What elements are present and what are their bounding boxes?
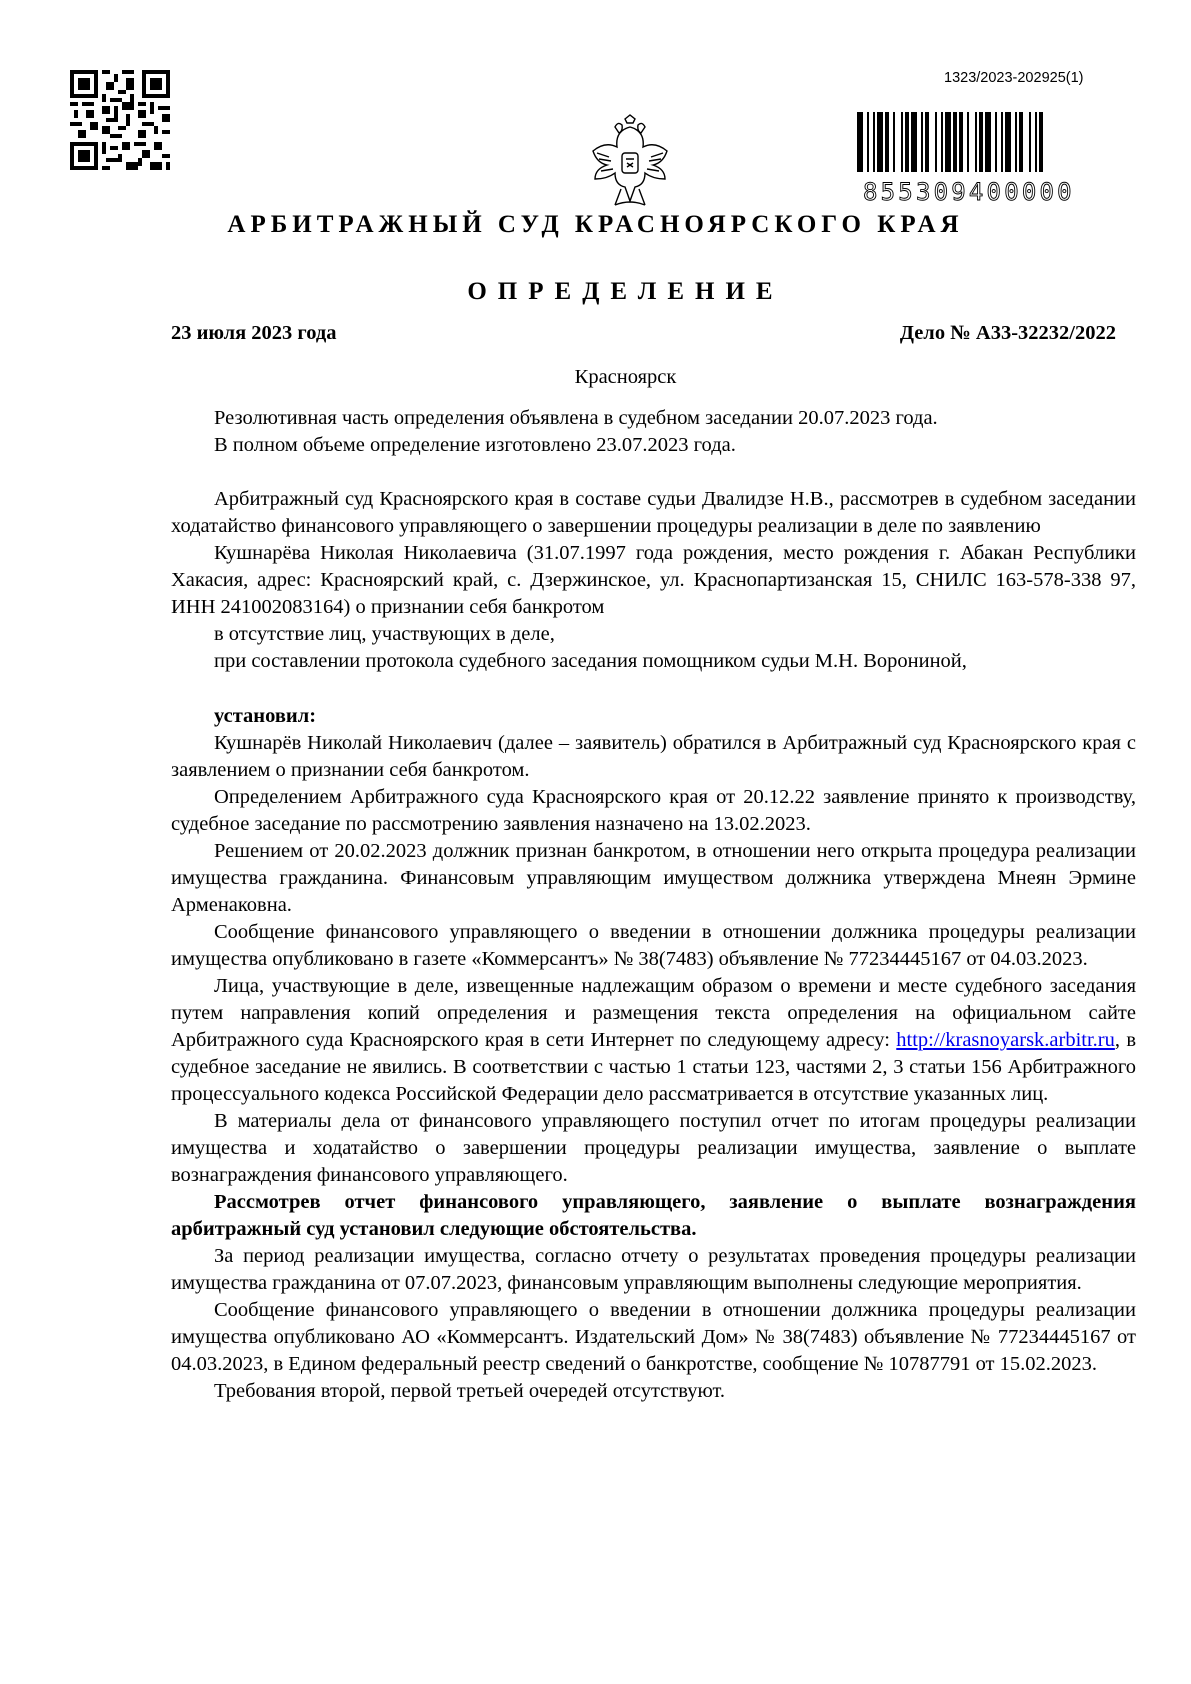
document-body xyxy=(171,405,1136,1405)
paragraph-decision: Решением от 20.02.2023 должник признан банкротом, в отношении него открыта процедура реализации имущества гражданина. Финансовым управляющим имуществом должника утверждена Мнеян Эрмине Арменаковна. xyxy=(171,840,1136,916)
paragraph-full-text-date: В полном объеме определение изготовлено 23.07.2023 года. xyxy=(214,434,736,456)
paragraph-publication: Сообщение финансового управляющего о введении в отношении должника процедуры реализации имущества опубликовано в газете «Коммерсантъ» № 38(7483) объявление № 77234445167 от 04.03.2023. xyxy=(171,921,1136,970)
paragraph-acceptance: Определением Арбитражного суда Красноярского края от 20.12.22 заявление принято к производству, судебное заседание по рассмотрению заявления назначено на 13.02.2023. xyxy=(171,786,1136,835)
barcode-icon xyxy=(855,112,1113,204)
document-number: 1323/2023-202925(1) xyxy=(944,70,1084,86)
court-website-link[interactable]: http://krasnoyarsk.arbitr.ru xyxy=(896,1029,1115,1051)
paragraph-claims: Требования второй, первой третьей очередей отсутствуют. xyxy=(214,1380,726,1402)
coat-of-arms-emblem-icon xyxy=(585,113,675,211)
paragraph-applicant: Кушнарёва Николая Николаевича (31.07.1997 года рождения, место рождения г. Абакан Республики Хакасия, адрес: Красноярский край, с. Дзержинское, ул. Краснопартизанская 15, СНИЛС 163-578-338 97, ИНН 241002083164) о признании себя банкротом xyxy=(171,542,1136,618)
city: Красноярск xyxy=(574,366,677,388)
document-date: 23 июля 2023 года xyxy=(171,322,337,344)
barcode-digits: 855309400000 xyxy=(863,178,1075,204)
paragraph-report: В материалы дела от финансового управляющего поступил отчет по итогам процедуры реализации имущества и ходатайство о завершении процедуры реализации имущества, заявление о выплате вознаграждения финансового управляющего. xyxy=(171,1110,1136,1186)
case-number: Дело № А33-32232/2022 xyxy=(899,322,1116,344)
paragraph-protocol: при составлении протокола судебного заседания помощником судьи М.Н. Ворониной, xyxy=(214,650,967,672)
paragraph-application: Кушнарёв Николай Николаевич (далее – заявитель) обратился в Арбитражный суд Красноярского края с заявлением о признании себя банкротом. xyxy=(171,732,1136,781)
paragraph-court-composition: Арбитражный суд Красноярского края в составе судьи Двалидзе Н.В., рассмотрев в судебном заседании ходатайство финансового управляющего о завершении процедуры реализации в деле по заявлению xyxy=(171,488,1136,537)
paragraph-publication-details: Сообщение финансового управляющего о введении в отношении должника процедуры реализации имущества опубликовано АО «Коммерсантъ. Издательский Дом» № 38(7483) объявление № 77234445167 от 04.03.2023, в Едином федеральный реестр сведений о банкротстве, сообщение № 10787791 от 15.02.2023. xyxy=(171,1299,1136,1375)
paragraph-considered: Рассмотрев отчет финансового управляющего, заявление о выплате вознаграждения арбитражный суд установил следующие обстоятельства. xyxy=(171,1191,1136,1240)
paragraph-measures: За период реализации имущества, согласно отчету о результатах проведения процедуры реализации имущества гражданина от 07.07.2023, финансовым управляющим выполнены следующие мероприятия. xyxy=(171,1245,1136,1294)
court-name: АРБИТРАЖНЫЙ СУД КРАСНОЯРСКОГО КРАЯ xyxy=(227,211,964,238)
paragraph-resolution-announced: Резолютивная часть определения объявлена в судебном заседании 20.07.2023 года. xyxy=(214,407,938,429)
heading-established: установил: xyxy=(214,705,317,727)
qr-code-icon xyxy=(70,70,170,170)
paragraph-absence: в отсутствие лиц, участвующих в деле, xyxy=(214,623,555,645)
document-type-title: ОПРЕДЕЛЕНИЕ xyxy=(467,278,784,305)
paragraph-notification: Лица, участвующие в деле, извещенные надлежащим образом о времени и месте судебного заседания путем направления копий определения и размещения текста определения на официальном сайте Арбитражного суда Красноярского края в сети Интернет по следующему адресу: http://krasnoyarsk.arbitr.ru, в судебное заседание не явились. В соответствии с частью 1 статьи 123, частями 2, 3 статьи 156 Арбитражного процессуального кодекса Российской Федерации дело рассматривается в отсутствие указанных лиц. xyxy=(171,975,1137,1105)
